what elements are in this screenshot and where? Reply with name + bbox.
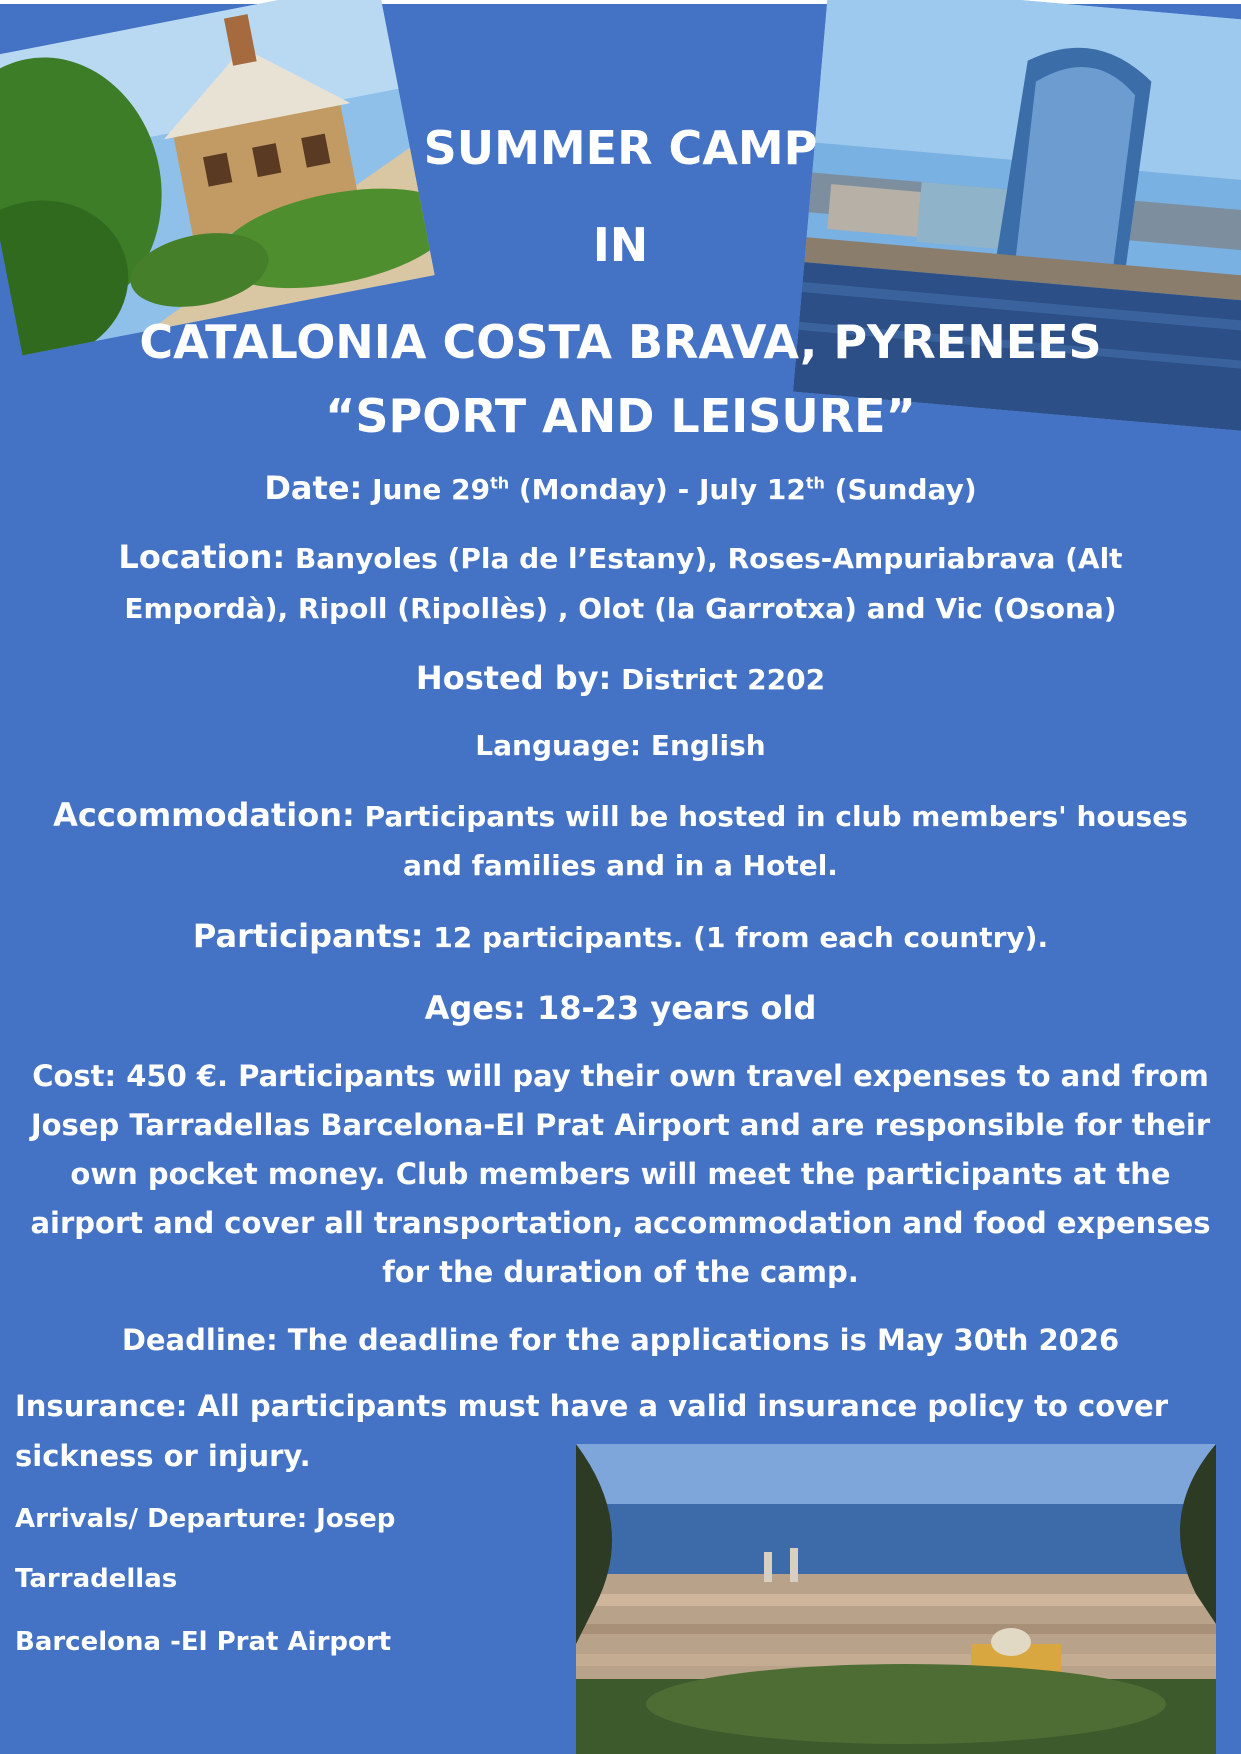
cost-line-4: airport and cover all transportation, accommodation and food expenses [30,1206,1211,1240]
arrivals-line-3: Barcelona -El Prat Airport [15,1627,392,1657]
headline-line-1: SUMMER CAMP [423,121,818,175]
hosted-label: Hosted by: [415,659,612,697]
hosted-value: District 2202 [621,663,826,696]
accommodation-label: Accommodation: [53,796,355,834]
cost-line-3: own pocket money. Club members will meet the participants at the [70,1157,1171,1191]
language-value: English [650,729,766,762]
cost-line-5: for the duration of the camp. [382,1255,859,1289]
accommodation-line-1 [0,795,1241,837]
date-label: Date: [264,469,363,507]
hosted-row [0,658,1241,700]
deadline-text: Deadline: The deadline for the applications is May 30th 2026 [121,1323,1120,1357]
accommodation-value-1: Participants will be hosted in club members' houses [364,800,1188,833]
date-end-day: (Sunday) [834,473,977,506]
participants-row [0,916,1241,958]
ages-label: Ages: [424,989,526,1027]
date-start-suffix: th [490,473,510,493]
language-label: Language: [475,729,642,762]
location-value-1: Banyoles (Pla de l’Estany), Roses-Ampuriabrava (Alt [294,542,1123,575]
participants-label: Participants: [192,917,424,955]
date-row [0,468,1241,510]
barcelona-panorama-photo [576,1444,1216,1754]
language-row [0,726,1241,766]
arrivals-line-1: Arrivals/ Departure: Josep [15,1504,396,1534]
date-start: June 29 [372,473,491,506]
accommodation-line-2: and families and in a Hotel. [403,849,838,882]
location-label: Location: [118,538,286,576]
location-line-2: Empordà), Ripoll (Ripollès) , Olot (la Garrotxa) and Vic (Osona) [124,592,1117,625]
date-end-suffix: th [805,473,825,493]
arrivals-line-2: Tarradellas [15,1564,178,1594]
headline-line-4: “SPORT AND LEISURE” [325,389,916,443]
insurance-line-2: sickness or injury. [15,1439,311,1473]
date-start-day: (Monday) - [518,473,690,506]
cost-paragraph [0,1052,1241,1297]
ages-value: 18-23 years old [536,989,817,1027]
insurance-line-1: Insurance: All participants must have a valid insurance policy to cover [15,1389,1169,1423]
cost-line-2: Josep Tarradellas Barcelona-El Prat Airport and are responsible for their [30,1108,1211,1142]
date-end: July 12 [698,473,806,506]
headline-line-2: IN [592,218,649,272]
ages-row [0,985,1241,1031]
participants-value: 12 participants. (1 from each country). [433,921,1049,954]
headline-line-3: CATALONIA COSTA BRAVA, PYRENEES [139,315,1102,369]
location-line-1 [0,537,1241,579]
cost-line-1: Cost: 450 €. Participants will pay their own travel expenses to and from [32,1059,1209,1093]
